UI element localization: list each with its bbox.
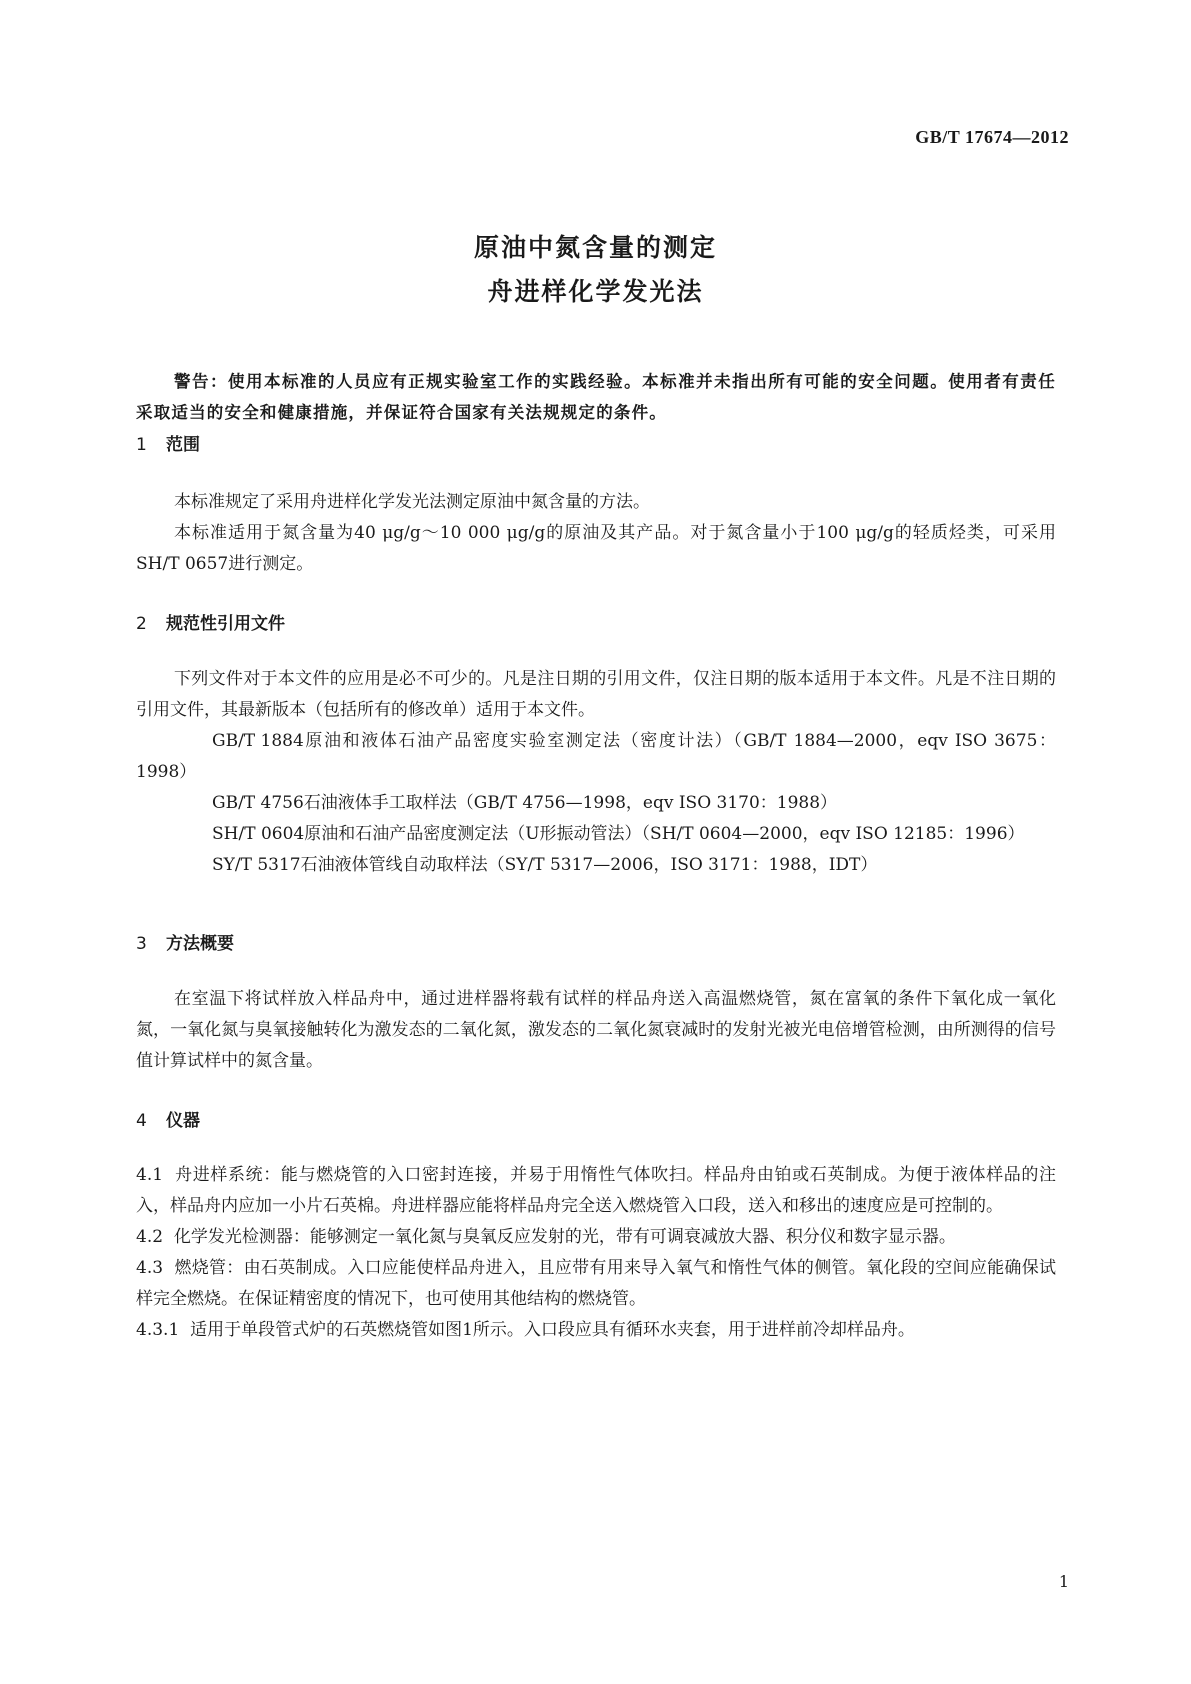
- clause-number: 4.2: [136, 1227, 164, 1247]
- section-1-heading: [136, 430, 200, 455]
- section-4-heading: [136, 1106, 200, 1131]
- clause-text: 舟进样系统：能与燃烧管的入口密封连接，并易于用惰性气体吹扫。样品舟由铂或石英制成。为便于液体样品的注入，样品舟内应加一小片石英棉。舟进样器应能将样品舟完全送入燃烧管入口段，送入和移出的速度应是可控制的。: [136, 1165, 1057, 1216]
- section-number: 3: [136, 934, 147, 954]
- section-title: 规范性引用文件: [166, 614, 285, 634]
- clause-number: 4.3: [136, 1258, 164, 1278]
- standard-code: GB/T 17674—2012: [915, 127, 1069, 147]
- section-2-heading: [136, 609, 285, 634]
- clause-number: 4.1: [136, 1165, 164, 1185]
- section-number: 1: [136, 435, 147, 455]
- section-2-body: [136, 664, 1056, 881]
- clause-number: 4.3.1: [136, 1320, 180, 1340]
- section-number: 2: [136, 614, 147, 634]
- reference-item: [136, 850, 1056, 881]
- section-title: 方法概要: [166, 934, 234, 954]
- warning-paragraph: 警告：使用本标准的人员应有正规实验室工作的实践经验。本标准并未指出所有可能的安全问题。使用者有责任采取适当的安全和健康措施，并保证符合国家有关法规规定的条件。: [136, 372, 1056, 422]
- section-1-body: [136, 487, 1056, 580]
- section-title: 仪器: [166, 1111, 200, 1131]
- reference-code: SY/T 5317: [212, 855, 301, 875]
- reference-code: GB/T 4756: [212, 793, 304, 813]
- reference-text: 原油和石油产品密度测定法（U形振动管法）（SH/T 0604—2000，eqv ISO 12185：1996）: [304, 824, 1025, 844]
- paragraph: 本标准规定了采用舟进样化学发光法测定原油中氮含量的方法。: [174, 492, 650, 512]
- clause-text: 燃烧管：由石英制成。入口应能使样品舟进入，且应带有用来导入氧气和惰性气体的侧管。氧化段的空间应能确保试样完全燃烧。在保证精密度的情况下，也可使用其他结构的燃烧管。: [136, 1258, 1056, 1309]
- clause-item: [136, 1315, 1056, 1346]
- reference-item: [136, 726, 1056, 788]
- clause-item: [136, 1253, 1056, 1315]
- reference-text: 原油和液体石油产品密度实验室测定法（密度计法）（GB/T 1884—2000，eqv ISO 3675：1998）: [136, 731, 1056, 782]
- page-number: 1: [1058, 1572, 1069, 1591]
- reference-code: GB/T 1884: [212, 731, 304, 751]
- reference-text: 石油液体管线自动取样法（SY/T 5317—2006，ISO 3171：1988，IDT）: [300, 855, 878, 875]
- title-line-1: 原油中氮含量的测定: [473, 233, 717, 262]
- clause-item: [136, 1160, 1056, 1222]
- section-3-body: [136, 984, 1056, 1077]
- section-title: 范围: [166, 435, 200, 455]
- section-3-heading: [136, 929, 234, 954]
- title-line-2: 舟进样化学发光法: [487, 277, 704, 306]
- clause-text: 适用于单段管式炉的石英燃烧管如图1所示。入口段应具有循环水夹套，用于进样前冷却样品舟。: [190, 1320, 915, 1340]
- section-number: 4: [136, 1111, 147, 1131]
- reference-item: [136, 788, 1056, 819]
- clause-text: 化学发光检测器：能够测定一氧化氮与臭氧反应发射的光，带有可调衰减放大器、积分仪和数字显示器。: [173, 1227, 956, 1247]
- paragraph: 在室温下将试样放入样品舟中，通过进样器将载有试样的样品舟送入高温燃烧管，氮在富氧的条件下氧化成一氧化氮，一氧化氮与臭氧接触转化为激发态的二氧化氮，激发态的二氧化氮衰减时的发射光被光电倍增管检测，由所测得的信号值计算试样中的氮含量。: [136, 989, 1056, 1071]
- reference-item: [136, 819, 1056, 850]
- reference-text: 石油液体手工取样法（GB/T 4756—1998，eqv ISO 3170：1988）: [303, 793, 838, 813]
- paragraph: 下列文件对于本文件的应用是必不可少的。凡是注日期的引用文件，仅注日期的版本适用于本文件。凡是不注日期的引用文件，其最新版本（包括所有的修改单）适用于本文件。: [136, 669, 1056, 720]
- paragraph: 本标准适用于氮含量为40 μg/g～10 000 μg/g的原油及其产品。对于氮含量小于100 μg/g的轻质烃类，可采用SH/T 0657进行测定。: [136, 523, 1056, 574]
- clause-item: [136, 1222, 1056, 1253]
- section-4-body: [136, 1160, 1056, 1346]
- reference-code: SH/T 0604: [212, 824, 305, 844]
